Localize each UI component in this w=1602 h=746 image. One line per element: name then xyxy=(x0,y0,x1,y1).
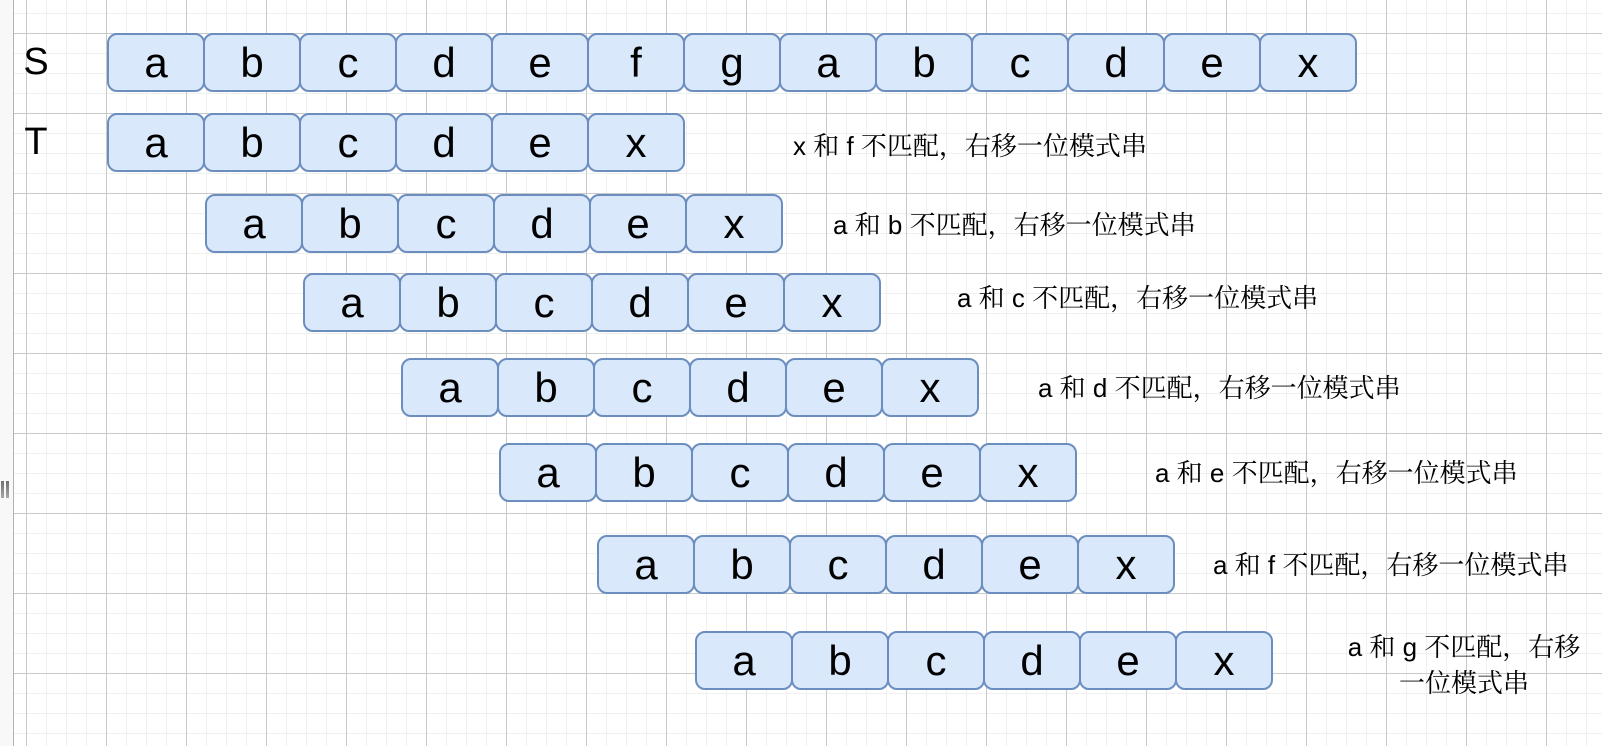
pattern-row-shift-6 xyxy=(695,631,1273,690)
char-box[interactable]: d xyxy=(689,358,787,417)
char-box[interactable]: b xyxy=(693,535,791,594)
char-box[interactable]: a xyxy=(597,535,695,594)
char-box[interactable]: e xyxy=(589,194,687,253)
char-box[interactable]: x xyxy=(587,113,685,172)
pattern-row-shift-3 xyxy=(401,358,979,417)
char-box[interactable]: c xyxy=(397,194,495,253)
char-box[interactable]: d xyxy=(493,194,591,253)
char-box[interactable]: e xyxy=(883,443,981,502)
char-box[interactable]: x xyxy=(979,443,1077,502)
char-box[interactable]: d xyxy=(591,273,689,332)
char-box[interactable]: d xyxy=(983,631,1081,690)
char-box[interactable]: a xyxy=(303,273,401,332)
left-gutter xyxy=(0,0,14,746)
char-box[interactable]: b xyxy=(791,631,889,690)
char-box[interactable]: d xyxy=(395,113,493,172)
char-box[interactable]: x xyxy=(881,358,979,417)
char-box[interactable]: b xyxy=(595,443,693,502)
row-label-s[interactable]: S xyxy=(23,41,49,83)
char-box[interactable]: a xyxy=(107,33,205,92)
mismatch-annotation[interactable]: a 和 b 不匹配，右移一位模式串 xyxy=(833,210,1196,240)
panel-resize-handle-icon[interactable] xyxy=(1,481,9,498)
pattern-row-shift-2 xyxy=(303,273,881,332)
handle-bar xyxy=(1,481,4,498)
char-box[interactable]: a xyxy=(499,443,597,502)
mismatch-annotation[interactable]: a 和 f 不匹配，右移一位模式串 xyxy=(1213,550,1569,580)
row-label-t[interactable]: T xyxy=(24,121,48,163)
char-box[interactable]: x xyxy=(1077,535,1175,594)
char-box[interactable]: c xyxy=(299,113,397,172)
char-box[interactable]: b xyxy=(301,194,399,253)
mismatch-annotation[interactable]: a 和 e 不匹配，右移一位模式串 xyxy=(1155,458,1518,488)
char-box[interactable]: e xyxy=(491,113,589,172)
char-box[interactable]: b xyxy=(875,33,973,92)
char-box[interactable]: c xyxy=(593,358,691,417)
char-box[interactable]: x xyxy=(685,194,783,253)
char-box[interactable]: f xyxy=(587,33,685,92)
char-box[interactable]: x xyxy=(783,273,881,332)
char-box[interactable]: e xyxy=(491,33,589,92)
char-box[interactable]: a xyxy=(695,631,793,690)
mismatch-annotation[interactable]: a 和 d 不匹配，右移一位模式串 xyxy=(1038,373,1401,403)
char-box[interactable]: c xyxy=(971,33,1069,92)
char-box[interactable]: d xyxy=(787,443,885,502)
char-box[interactable]: d xyxy=(395,33,493,92)
pattern-row-shift-1 xyxy=(205,194,783,253)
char-box[interactable]: g xyxy=(683,33,781,92)
pattern-row-shift-5 xyxy=(597,535,1175,594)
char-box[interactable]: c xyxy=(789,535,887,594)
text-string-row xyxy=(107,33,1357,92)
handle-bar xyxy=(6,481,9,498)
char-box[interactable]: e xyxy=(785,358,883,417)
char-box[interactable]: b xyxy=(399,273,497,332)
pattern-row-shift-4 xyxy=(499,443,1077,502)
char-box[interactable]: a xyxy=(401,358,499,417)
mismatch-annotation[interactable]: a 和 g 不匹配，右移一位模式串 xyxy=(1347,632,1581,698)
char-box[interactable]: e xyxy=(1163,33,1261,92)
mismatch-annotation[interactable]: x 和 f 不匹配，右移一位模式串 xyxy=(793,131,1147,161)
char-box[interactable]: a xyxy=(205,194,303,253)
char-box[interactable]: d xyxy=(1067,33,1165,92)
char-box[interactable]: d xyxy=(885,535,983,594)
char-box[interactable]: c xyxy=(887,631,985,690)
char-box[interactable]: c xyxy=(495,273,593,332)
char-box[interactable]: e xyxy=(687,273,785,332)
mismatch-annotation[interactable]: a 和 c 不匹配，右移一位模式串 xyxy=(957,283,1319,313)
char-box[interactable]: a xyxy=(779,33,877,92)
char-box[interactable]: a xyxy=(107,113,205,172)
char-box[interactable]: c xyxy=(299,33,397,92)
char-box[interactable]: c xyxy=(691,443,789,502)
char-box[interactable]: b xyxy=(203,33,301,92)
char-box[interactable]: b xyxy=(203,113,301,172)
char-box[interactable]: e xyxy=(981,535,1079,594)
char-box[interactable]: x xyxy=(1175,631,1273,690)
char-box[interactable]: b xyxy=(497,358,595,417)
char-box[interactable]: e xyxy=(1079,631,1177,690)
pattern-row-shift-0 xyxy=(107,113,685,172)
char-box[interactable]: x xyxy=(1259,33,1357,92)
